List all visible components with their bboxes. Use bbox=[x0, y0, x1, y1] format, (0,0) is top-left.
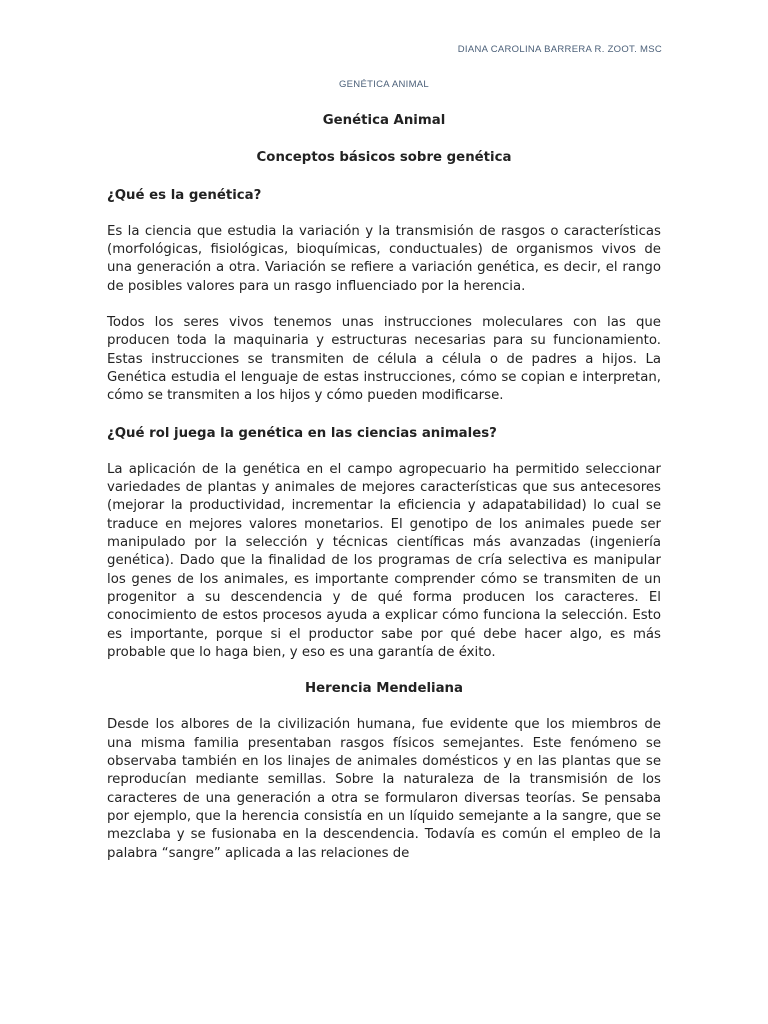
section-question: ¿Qué es la genética? bbox=[107, 187, 262, 203]
header-author: DIANA CAROLINA BARRERA R. ZOOT. MSC bbox=[457, 44, 662, 55]
header-subject: GENÉTICA ANIMAL bbox=[338, 79, 430, 90]
document-title: Genética Animal bbox=[322, 113, 446, 128]
paragraph: La aplicación de la genética en el campo agropecuario ha permitido seleccionar variedades de plantas y animales de mejores características que sus antecesores (mejorar la productividad, incrementar la eficiencia y adapatabilidad) lo cual se traduce en mejores valores monetarios. El genotipo de los animales puede ser manipulado por la selección y técnicas científicas más avanzadas (ingeniería genética). Dado que la finalidad de los programas de cría selectiva es manipular los genes de los animales, es importante comprender cómo se transmiten de un progenitor a su descendencia y de qué forma producen los caracteres. El conocimiento de estos procesos ayuda a explicar cómo funciona la selección. Esto es importante, porque si el productor sabe por qué debe hacer algo, es más probable que lo haga bien, y eso es una garantía de éxito. bbox=[107, 461, 661, 660]
section-question: ¿Qué rol juega la genética en las ciencias animales? bbox=[107, 425, 497, 441]
section-heading: Herencia Mendeliana bbox=[304, 681, 463, 697]
document-body bbox=[107, 112, 661, 863]
document-subtitle: Conceptos básicos sobre genética bbox=[256, 150, 512, 166]
paragraph: Todos los seres vivos tenemos unas instrucciones moleculares con las que producen toda la maquinaria y estructuras necesarias para su funcionamiento. Estas instrucciones se transmiten de célula a célula o de padres a hijos. La Genética estudia el lenguaje de estas instrucciones, cómo se copian e interpretan, cómo se transmiten a los hijos y cómo pueden modificarse. bbox=[107, 315, 661, 404]
paragraph: Es la ciencia que estudia la variación y la transmisión de rasgos o características (morfológicas, fisiológicas, bioquímicas, conductuales) de organismos vivos de una generación a otra. Variación se refiere a variación genética, es decir, el rango de posibles valores para un rasgo influenciado por la herencia. bbox=[107, 223, 661, 294]
paragraph: Desde los albores de la civilización humana, fue evidente que los miembros de una misma familia presentaban rasgos físicos semejantes. Este fenómeno se observaba también en los linajes de animales domésticos y en las plantas que se reproducían mediante semillas. Sobre la naturaleza de la transmisión de los caracteres de una generación a otra se formularon diversas teorías. Se pensaba por ejemplo, que la herencia consistía en un líquido semejante a la sangre, que se mezclaba y se fusionaba en la descendencia. Todavía es común el empleo de la palabra “sangre” aplicada a las relaciones de bbox=[107, 717, 661, 861]
